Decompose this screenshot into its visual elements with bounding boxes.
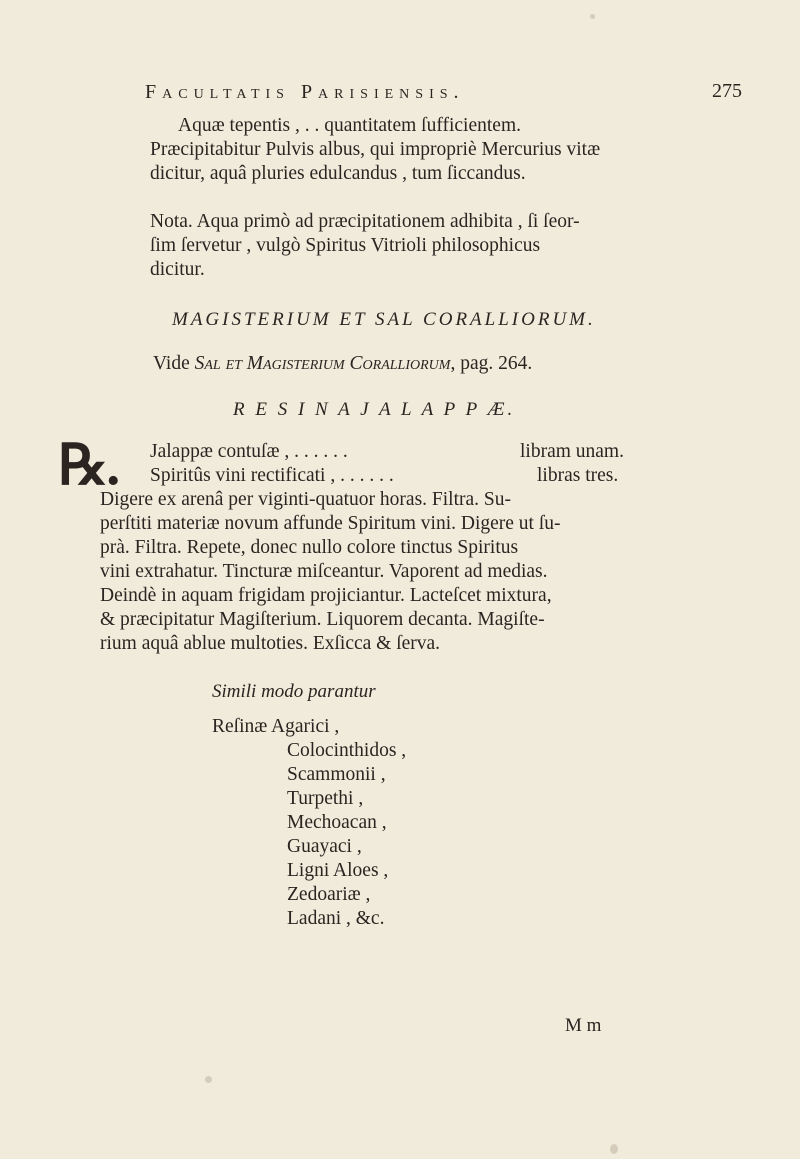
nota-line: dicitur. bbox=[150, 259, 205, 280]
list-item: Ligni Aloes , bbox=[287, 860, 389, 881]
list-item: Guayaci , bbox=[287, 836, 362, 857]
paper-spot bbox=[610, 1144, 618, 1154]
page-number: 275 bbox=[712, 80, 742, 102]
instruction-line: prà. Filtra. Repete, donec nullo colore tinctus Spiritus bbox=[100, 537, 519, 558]
intro-line: Præcipitabitur Pulvis albus, qui impropriè Mercurius vitæ bbox=[150, 139, 601, 160]
ingredient-amount: libram unam. bbox=[520, 441, 624, 462]
signature-mark: M m bbox=[565, 1015, 602, 1036]
list-item: Turpethi , bbox=[287, 788, 364, 809]
instruction-line: & præcipitatur Magiſterium. Liquorem decanta. Magiſte- bbox=[100, 609, 545, 630]
vide-ref: Sal et Magisterium Coralliorum bbox=[194, 353, 451, 374]
vide-suffix: , pag. 264. bbox=[450, 353, 533, 374]
instruction-line: rium aquâ ablue multoties. Exſicca & ſerva. bbox=[100, 633, 441, 654]
paper-spot bbox=[590, 14, 595, 19]
nota-line-text: ſim ſervetur , vulgò Spiritus Vitrioli philosophicus bbox=[150, 235, 541, 256]
paper-spot bbox=[205, 1076, 212, 1083]
ingredient-name: Jalappæ contuſæ , . . . . . . bbox=[150, 441, 348, 462]
list-item: Mechoacan , bbox=[287, 812, 387, 833]
ingredient-amount: libras tres. bbox=[537, 465, 619, 486]
list-item: Colocinthidos , bbox=[287, 740, 407, 761]
list-item: Zedoariæ , bbox=[287, 884, 371, 905]
instruction-line: perſtiti materiæ novum affunde Spiritum vini. Digere ut ſu- bbox=[100, 513, 561, 534]
instruction-line: Digere ex arenâ per viginti-quatuor horas. Filtra. Su- bbox=[100, 489, 511, 510]
instruction-line: Deindè in aquam frigidam projiciantur. Lacteſcet mixtura, bbox=[100, 585, 552, 606]
list-item: Scammonii , bbox=[287, 764, 386, 785]
instruction-line: vini extrahatur. Tincturæ miſceantur. Vaporent ad medias. bbox=[100, 561, 548, 582]
nota-line bbox=[150, 234, 540, 258]
intro-line: dicitur, aquâ pluries edulcandus , tum ſiccandus. bbox=[150, 163, 526, 184]
nota-line: Nota. Aqua primò ad præcipitationem adhibita , ſi ſeor- bbox=[150, 211, 580, 232]
intro-line: Aquæ tepentis , . . quantitatem ſufficientem. bbox=[178, 115, 521, 136]
section-heading-magisterium: MAGISTERIUM ET SAL CORALLIORUM. bbox=[172, 309, 596, 330]
list-item: Ladani , &c. bbox=[287, 908, 385, 929]
simili-heading: Simili modo parantur bbox=[212, 681, 376, 702]
vide-prefix: Vide bbox=[153, 353, 195, 374]
section-heading-resina: R E S I N A J A L A P P Æ. bbox=[233, 399, 516, 420]
ingredient-name: Spiritûs vini rectificati , . . . . . . bbox=[150, 465, 394, 486]
vide-reference bbox=[153, 352, 532, 376]
list-item: Reſinæ Agarici , bbox=[212, 716, 340, 737]
recipe-symbol: ℞. bbox=[58, 435, 119, 497]
running-title: Facultatis Parisiensis. bbox=[145, 81, 465, 103]
